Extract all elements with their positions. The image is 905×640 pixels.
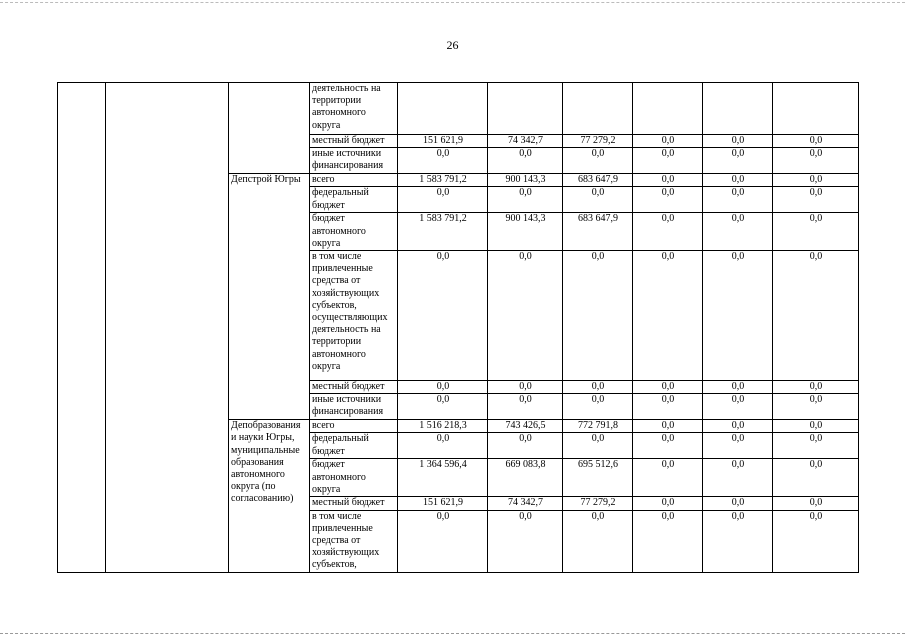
value-cell: 0,0 <box>703 187 773 213</box>
value-cell <box>633 83 703 135</box>
page-number: 26 <box>446 38 459 52</box>
value-cell: 0,0 <box>633 433 703 459</box>
value-cell: 0,0 <box>703 497 773 510</box>
value-cell: 0,0 <box>773 135 859 148</box>
value-cell: 0,0 <box>773 420 859 433</box>
value-cell: 0,0 <box>563 394 633 420</box>
source-cell: федеральный бюджет <box>310 433 398 459</box>
value-cell: 0,0 <box>633 394 703 420</box>
value-cell: 0,0 <box>633 459 703 497</box>
value-cell: 0,0 <box>773 187 859 213</box>
value-cell: 0,0 <box>563 510 633 572</box>
source-cell: местный бюджет <box>310 135 398 148</box>
value-cell: 0,0 <box>563 433 633 459</box>
blank-col-2 <box>106 83 229 573</box>
value-cell: 0,0 <box>398 433 488 459</box>
source-cell: федеральный бюджет <box>310 187 398 213</box>
blank-col-1 <box>58 83 106 573</box>
value-cell: 900 143,3 <box>488 174 563 187</box>
value-cell: 0,0 <box>488 433 563 459</box>
value-cell: 0,0 <box>633 174 703 187</box>
value-cell: 695 512,6 <box>563 459 633 497</box>
value-cell: 0,0 <box>633 251 703 381</box>
value-cell: 0,0 <box>633 497 703 510</box>
value-cell: 1 516 218,3 <box>398 420 488 433</box>
value-cell: 0,0 <box>633 420 703 433</box>
value-cell: 0,0 <box>703 420 773 433</box>
value-cell: 0,0 <box>633 148 703 174</box>
scan-edge-bottom <box>0 633 905 634</box>
value-cell: 0,0 <box>488 381 563 394</box>
value-cell: 0,0 <box>703 251 773 381</box>
value-cell: 0,0 <box>703 381 773 394</box>
table-row <box>58 83 859 135</box>
value-cell: 77 279,2 <box>563 497 633 510</box>
source-cell: бюджет автономного округа <box>310 459 398 497</box>
source-cell: в том числе привлеченные средства от хозяйствующих субъектов, <box>310 510 398 572</box>
value-cell: 0,0 <box>703 433 773 459</box>
value-cell: 0,0 <box>773 497 859 510</box>
value-cell <box>773 83 859 135</box>
value-cell: 0,0 <box>703 135 773 148</box>
value-cell: 0,0 <box>563 251 633 381</box>
value-cell <box>398 83 488 135</box>
value-cell <box>563 83 633 135</box>
value-cell: 0,0 <box>703 459 773 497</box>
value-cell: 77 279,2 <box>563 135 633 148</box>
value-cell: 0,0 <box>398 510 488 572</box>
value-cell: 0,0 <box>633 510 703 572</box>
value-cell: 1 583 791,2 <box>398 174 488 187</box>
value-cell: 74 342,7 <box>488 135 563 148</box>
value-cell: 0,0 <box>488 394 563 420</box>
value-cell: 151 621,9 <box>398 497 488 510</box>
value-cell: 669 083,8 <box>488 459 563 497</box>
source-cell: иные источники финансирования <box>310 148 398 174</box>
value-cell: 0,0 <box>488 510 563 572</box>
value-cell: 0,0 <box>773 174 859 187</box>
value-cell: 1 583 791,2 <box>398 213 488 251</box>
value-cell: 0,0 <box>703 510 773 572</box>
value-cell: 151 621,9 <box>398 135 488 148</box>
value-cell: 0,0 <box>773 394 859 420</box>
value-cell: 1 364 596,4 <box>398 459 488 497</box>
value-cell: 0,0 <box>398 381 488 394</box>
value-cell <box>488 83 563 135</box>
value-cell <box>703 83 773 135</box>
value-cell: 0,0 <box>773 381 859 394</box>
value-cell: 74 342,7 <box>488 497 563 510</box>
value-cell: 0,0 <box>563 381 633 394</box>
source-cell: местный бюджет <box>310 381 398 394</box>
value-cell: 0,0 <box>773 148 859 174</box>
scan-edge-top <box>0 2 905 3</box>
value-cell: 0,0 <box>703 148 773 174</box>
value-cell: 0,0 <box>703 394 773 420</box>
source-cell: бюджет автономного округа <box>310 213 398 251</box>
value-cell: 0,0 <box>633 213 703 251</box>
value-cell: 683 647,9 <box>563 174 633 187</box>
source-cell: в том числе привлеченные средства от хозяйствующих субъектов, осуществляющих деятельность на территории автономного округа <box>310 251 398 381</box>
value-cell: 0,0 <box>398 148 488 174</box>
value-cell: 0,0 <box>398 187 488 213</box>
source-cell: иные источники финансирования <box>310 394 398 420</box>
value-cell: 0,0 <box>398 251 488 381</box>
value-cell: 0,0 <box>703 213 773 251</box>
value-cell: 900 143,3 <box>488 213 563 251</box>
source-cell: деятельность на территории автономного округа <box>310 83 398 135</box>
value-cell: 0,0 <box>703 174 773 187</box>
value-cell: 0,0 <box>773 459 859 497</box>
agency-cell <box>229 83 310 174</box>
value-cell: 0,0 <box>488 187 563 213</box>
value-cell: 0,0 <box>773 433 859 459</box>
source-cell: всего <box>310 174 398 187</box>
agency-cell: Депобразования и науки Югры, муниципальные образования автономного округа (по согласованию) <box>229 420 310 572</box>
value-cell: 0,0 <box>398 394 488 420</box>
value-cell: 743 426,5 <box>488 420 563 433</box>
value-cell: 683 647,9 <box>563 213 633 251</box>
value-cell: 0,0 <box>488 251 563 381</box>
value-cell: 0,0 <box>773 510 859 572</box>
source-cell: местный бюджет <box>310 497 398 510</box>
agency-cell: Депстрой Югры <box>229 174 310 420</box>
value-cell: 0,0 <box>563 187 633 213</box>
value-cell: 0,0 <box>563 148 633 174</box>
value-cell: 0,0 <box>773 213 859 251</box>
value-cell: 0,0 <box>633 187 703 213</box>
funding-table <box>57 82 859 573</box>
value-cell: 0,0 <box>773 251 859 381</box>
source-cell: всего <box>310 420 398 433</box>
value-cell: 0,0 <box>633 381 703 394</box>
value-cell: 0,0 <box>488 148 563 174</box>
value-cell: 772 791,8 <box>563 420 633 433</box>
value-cell: 0,0 <box>633 135 703 148</box>
